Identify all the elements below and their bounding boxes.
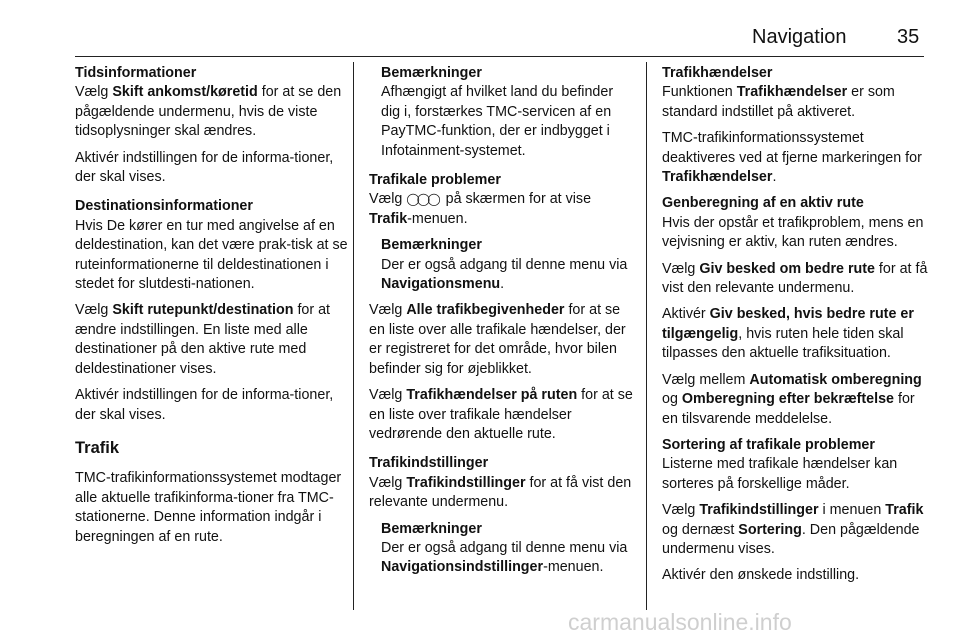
column-divider-1 (353, 62, 354, 610)
note-heading: Bemærkninger (381, 65, 482, 81)
section-heading: Sortering af trafikale problemer (662, 436, 875, 453)
note-box (381, 520, 633, 578)
section-heading: Trafikhændelser (662, 65, 773, 81)
note-text: Der er også adgang til denne menu via Navigationsindstillinger-menuen. (381, 539, 628, 576)
note-box (381, 64, 633, 161)
column-divider-2 (646, 62, 647, 610)
paragraph: Vælg Trafikindstillinger for at få vist den relevante undermenu. (369, 474, 632, 511)
section-heading: Trafikindstillinger (369, 455, 489, 472)
section-heading: Trafikale problemer (369, 172, 501, 189)
chapter-heading: Trafik (75, 438, 120, 457)
paragraph: TMC-trafikinformationssystemet deaktiveres ved at fjerne markeringen for Trafikhændelser. (662, 130, 922, 186)
paragraph: Vælg Alle trafikbegivenheder for at se en liste over alle trafikale hændelser, der er registreret for det område, hvor bilen befinder sig for øjeblikket. (369, 302, 626, 377)
paragraph: Vælg Skift rutepunkt/destination for at ændre indstillingen. En liste med alle destinationer på den aktive rute med deldestinationer vises. (75, 302, 331, 377)
note-box (381, 236, 633, 294)
paragraph: Vælg mellem Automatisk omberegning og Omberegning efter bekræftelse for en tilsvarende meddelelse. (662, 371, 922, 427)
paragraph: Aktivér indstillingen for de informa-tioner, der skal vises. (75, 387, 334, 423)
paragraph: Listerne med trafikale hændelser kan sorteres på forskellige måder. (662, 456, 898, 492)
paragraph: Funktionen Trafikhændelser er som standard indstillet på aktiveret. (662, 84, 895, 120)
page-title: Navigation (752, 26, 847, 48)
traffic-dots-icon: ◯◯◯ (406, 192, 438, 207)
paragraph: Aktivér Giv besked, hvis bedre rute er tilgængelig, hvis ruten hele tiden skal tilpasses den aktuelle trafiksituation. (662, 306, 914, 362)
section-heading: Tidsinformationer (75, 65, 197, 81)
paragraph: Vælg Trafikindstillinger i menuen Trafik og dernæst Sortering. Den pågældende undermenu vises. (662, 502, 924, 557)
paragraph: Vælg ◯◯◯ på skærmen for at vise Trafik-menuen. (369, 191, 592, 227)
paragraph: TMC-trafikinformationssystemet modtager alle aktuelle trafikinforma-tioner fra TMC-stationerne. Denne information indgår i beregningen af en rute. (75, 470, 342, 545)
watermark: carmanualsonline.info (568, 609, 792, 635)
section-heading: Genberegning af en aktiv rute (662, 195, 864, 212)
paragraph: Vælg Trafikhændelser på ruten for at se en liste over trafikale hændelser vedrørende den aktuelle rute. (369, 387, 633, 442)
note-text: Der er også adgang til denne menu via Navigationsmenu. (381, 256, 628, 293)
paragraph: Vælg Giv besked om bedre rute for at få vist den relevante undermenu. (662, 260, 928, 297)
column-3 (662, 64, 928, 593)
section-heading: Destinationsinformationer (75, 198, 253, 215)
paragraph: Hvis der opstår et trafikproblem, mens en vejvisning er aktiv, kan ruten ændres. (662, 214, 924, 251)
column-1 (75, 64, 350, 554)
header-divider (75, 56, 924, 57)
note-text: Afhængigt af hvilket land du befinder dig i, forstærkes TMC-servicen af en PayTMC-funktion, der er indbygget i Infotainment-systemet. (381, 84, 614, 159)
page-number: 35 (897, 26, 920, 48)
paragraph: Hvis De kører en tur med angivelse af en deldestination, kan det være prak-tisk at se ruteinformationerne til deldestinationen i stedet for slutdesti-nationen. (75, 217, 348, 293)
note-heading: Bemærkninger (381, 520, 482, 537)
column-2 (369, 64, 633, 585)
paragraph: Aktivér den ønskede indstilling. (662, 567, 860, 584)
note-heading: Bemærkninger (381, 237, 482, 254)
paragraph: Aktivér indstillingen for de informa-tioner, der skal vises. (75, 149, 334, 186)
paragraph: Vælg Skift ankomst/køretid for at se den pågældende undermenu, hvis de viste tidsoplysninger skal ændres. (75, 84, 342, 140)
